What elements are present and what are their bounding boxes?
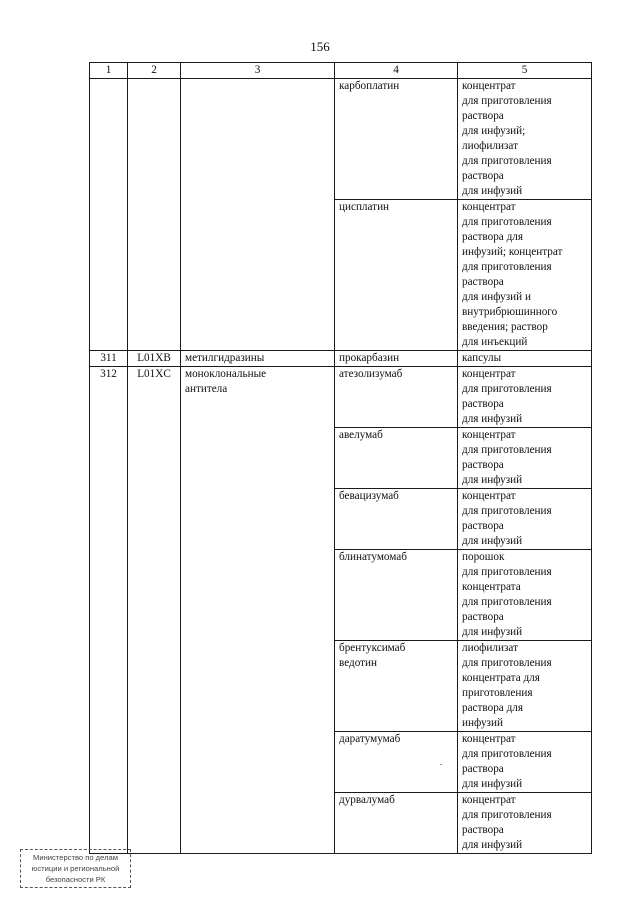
drug-name-cell: авелумаб [335, 428, 458, 489]
atc-code-cell [128, 79, 181, 351]
dosage-form-cell: лиофилизат для приготовления концентрата для приготовления раствора для инфузий [458, 641, 592, 732]
drug-name-cell: прокарбазин [335, 351, 458, 367]
dosage-form-cell: капсулы [458, 351, 592, 367]
atc-code-cell: L01XC [128, 367, 181, 854]
column-header: 5 [458, 63, 592, 79]
column-header: 2 [128, 63, 181, 79]
group-name-cell [181, 79, 335, 351]
drug-name-cell: дурвалумаб [335, 793, 458, 854]
table-row [90, 351, 592, 367]
ministry-stamp [20, 849, 131, 888]
stamp-line: Министерство по делам [33, 853, 118, 862]
page-number: 156 [310, 39, 330, 54]
drug-name-cell: бевацизумаб [335, 489, 458, 550]
stamp-line: безопасности РК [45, 875, 106, 884]
dosage-form-cell: концентрат для приготовления раствора для инфузий [458, 732, 592, 793]
drug-name-cell: цисплатин [335, 200, 458, 351]
row-number-cell: 311 [90, 351, 128, 367]
row-number-cell: 312 [90, 367, 128, 854]
drug-name-cell: даратумумаб [335, 732, 458, 793]
dosage-form-cell: концентрат для приготовления раствора для инфузий [458, 489, 592, 550]
drug-name-cell: блинатумомаб [335, 550, 458, 641]
drug-name-cell: атезолизумаб [335, 367, 458, 428]
column-header: 3 [181, 63, 335, 79]
stamp-line: юстиции и региональной [31, 864, 120, 873]
dosage-form-cell: концентрат для приготовления раствора для инфузий [458, 367, 592, 428]
table-header-row [90, 63, 592, 79]
column-header: 4 [335, 63, 458, 79]
table-row [90, 367, 592, 428]
dosage-form-cell: концентрат для приготовления раствора для инфузий [458, 793, 592, 854]
row-number-cell [90, 79, 128, 351]
atc-code-cell: L01XB [128, 351, 181, 367]
dosage-form-cell: концентрат для приготовления раствора для инфузий; лиофилизат для приготовления раствора для инфузий [458, 79, 592, 200]
group-name-cell: моноклональные антитела [181, 367, 335, 854]
drug-name-cell: брентуксимаб ведотин [335, 641, 458, 732]
dosage-form-cell: концентрат для приготовления раствора для инфузий; концентрат для приготовления раствора для инфузий и внутрибрюшинного введения; раствор для инъекций [458, 200, 592, 351]
dosage-form-cell: порошок для приготовления концентрата для приготовления раствора для инфузий [458, 550, 592, 641]
column-header: 1 [90, 63, 128, 79]
drug-table [89, 62, 592, 854]
table-row [90, 79, 592, 200]
drug-name-cell: карбоплатин [335, 79, 458, 200]
group-name-cell: метилгидразины [181, 351, 335, 367]
dosage-form-cell: концентрат для приготовления раствора для инфузий [458, 428, 592, 489]
scan-speck [440, 764, 442, 765]
